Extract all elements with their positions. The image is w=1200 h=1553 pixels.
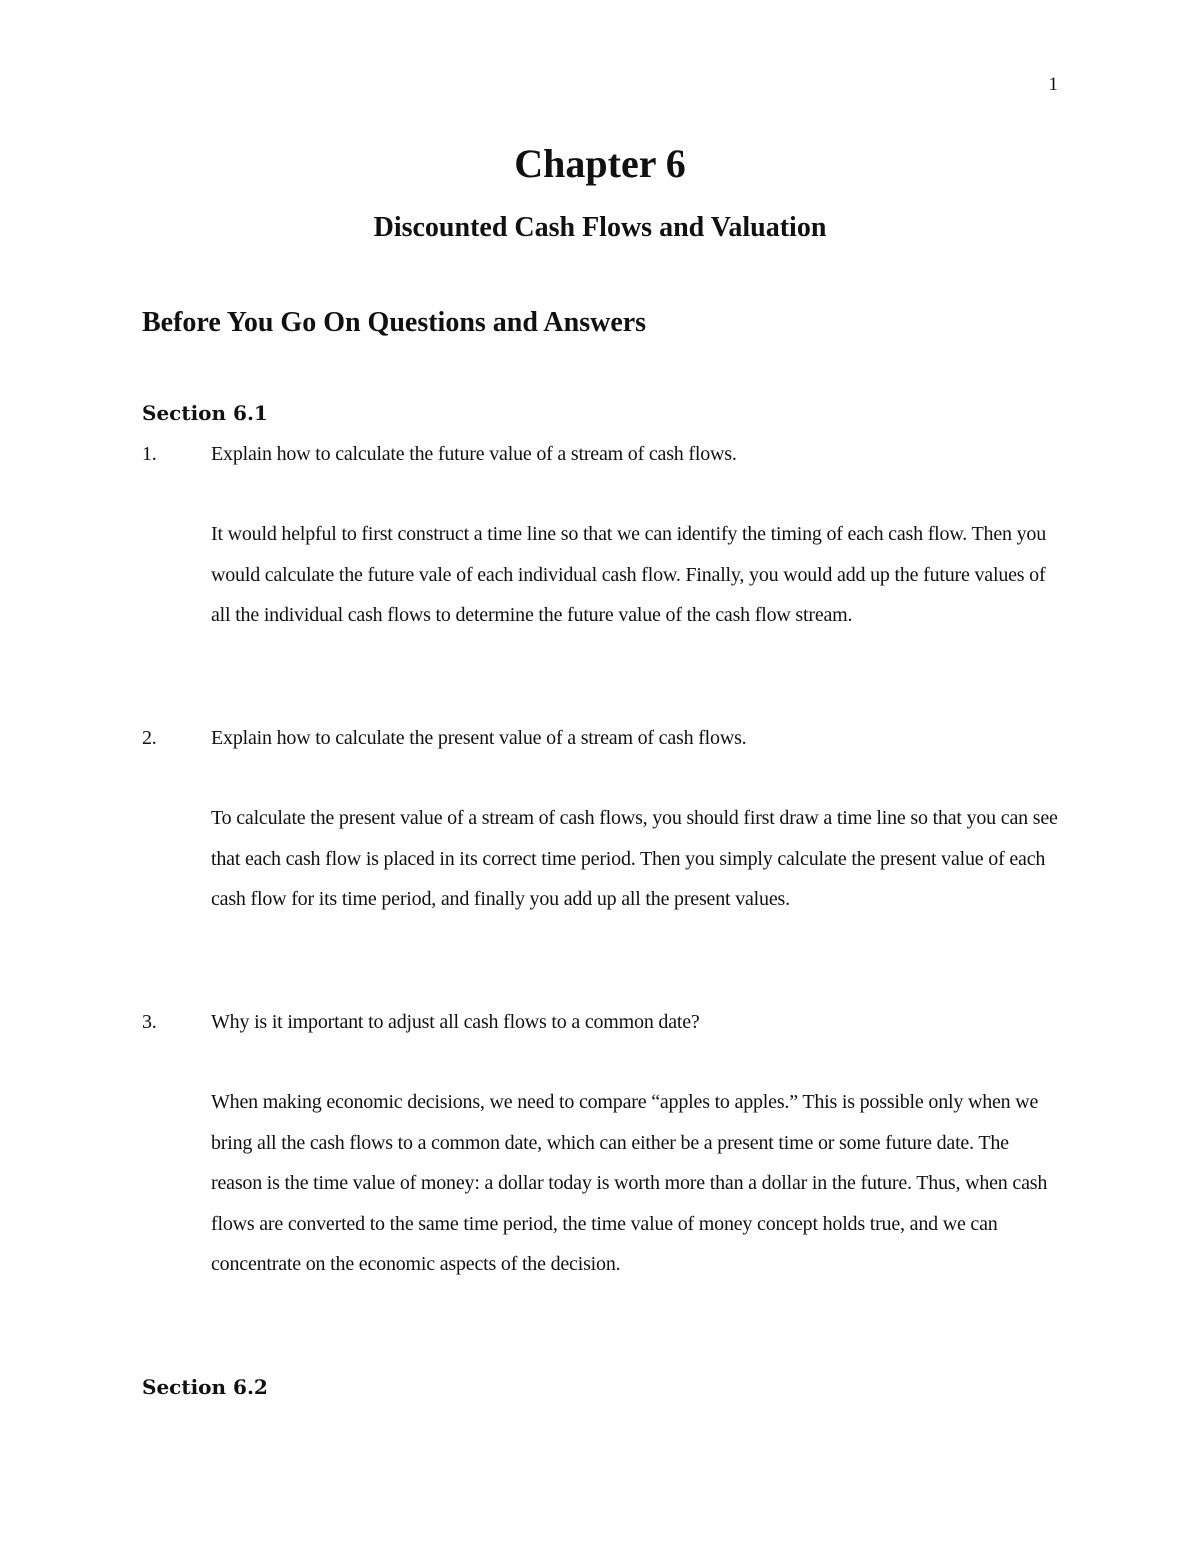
question-text: Explain how to calculate the present value of a stream of cash flows. (211, 727, 747, 749)
question-text: Explain how to calculate the future value of a stream of cash flows. (211, 443, 737, 465)
page-number: 1 (1048, 74, 1058, 95)
section-heading: Before You Go On Questions and Answers (142, 307, 647, 338)
question-number: 2. (142, 727, 157, 749)
chapter-title: Chapter 6 (514, 141, 686, 186)
answer-2: To calculate the present value of a stream of cash flows, you should first draw a time line so that you can see that each cash flow is placed in its correct time period. Then you simply calculate the present value of each cash flow for its time period, and finally you add up all the present values. (211, 807, 1058, 911)
answer-1: It would helpful to first construct a time line so that we can identify the timing of each cash flow. Then you would calculate the future vale of each individual cash flow. Finally, you would add up the future values of all the individual cash flows to determine the future value of the cash flow stream. (211, 523, 1047, 627)
question-text: Why is it important to adjust all cash flows to a common date? (211, 1011, 700, 1033)
chapter-subtitle: Discounted Cash Flows and Valuation (373, 212, 827, 243)
question-number: 3. (142, 1011, 157, 1033)
question-number: 1. (142, 443, 157, 465)
section-label-6-1: Section 6.1 (142, 401, 268, 425)
section-label-6-2: Section 6.2 (142, 1375, 268, 1399)
answer-3: When making economic decisions, we need to compare “apples to apples.” This is possible only when we bring all the cash flows to a common date, which can either be a present time or some future date. The reason is the time value of money: a dollar today is worth more than a dollar in the future. Thus, when cash flows are converted to the same time period, the time value of money concept holds true, and we can concentrate on the economic aspects of the decision. (211, 1091, 1048, 1276)
